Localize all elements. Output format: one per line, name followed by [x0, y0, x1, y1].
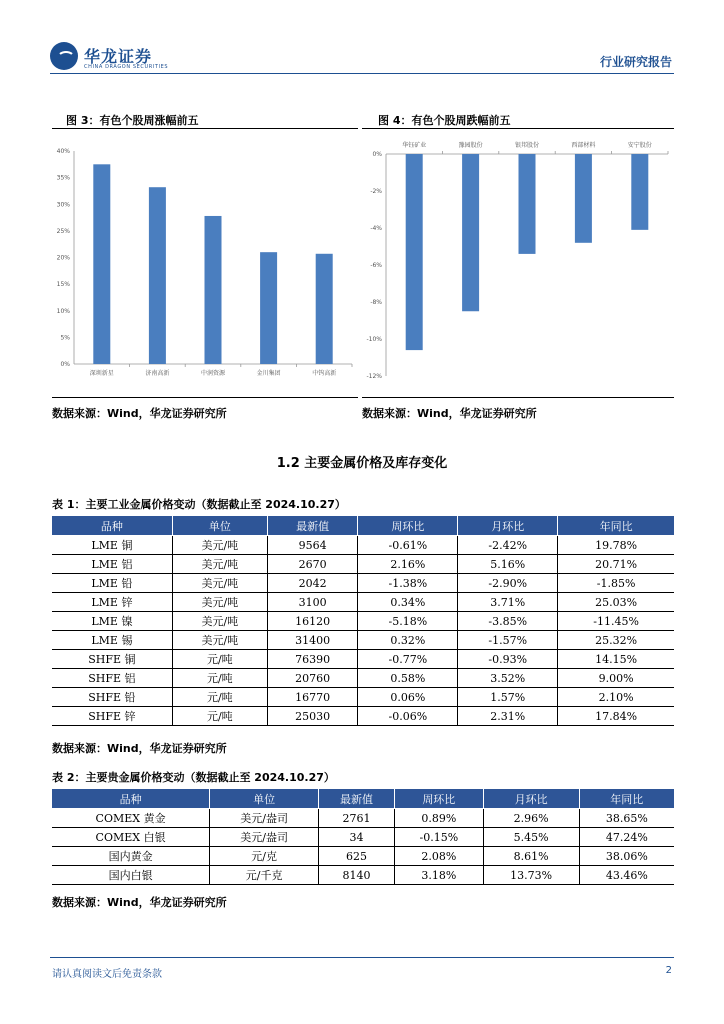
- y-tick-label: 20%: [56, 254, 70, 262]
- table2-cell: 0.89%: [395, 809, 484, 828]
- page-number: 2: [665, 965, 672, 976]
- table1-cell: LME 铝: [52, 555, 172, 574]
- table1-cell: 美元/吨: [172, 612, 267, 631]
- precious-metals-table: [52, 788, 674, 885]
- table1-caption: 表 1：主要工业金属价格变动（数据截止至 2024.10.27）: [52, 498, 346, 511]
- table1-cell: -1.57%: [458, 631, 558, 650]
- table1-header-cell: 月环比: [458, 516, 558, 536]
- table1-cell: 元/吨: [172, 688, 267, 707]
- figure3-chart: [52, 135, 358, 385]
- table1-cell: -1.38%: [358, 574, 458, 593]
- table2-cell: 元/克: [210, 847, 319, 866]
- x-tick-label: 豫园股份: [458, 142, 483, 149]
- table1-cell: 0.06%: [358, 688, 458, 707]
- table-row: [52, 650, 674, 669]
- figure3-bottom-rule: [52, 397, 358, 398]
- x-tick-label: 华钰矿业: [402, 142, 427, 149]
- table1-cell: 16770: [267, 688, 358, 707]
- table1-cell: 0.58%: [358, 669, 458, 688]
- table1-cell: 31400: [267, 631, 358, 650]
- y-tick-label: 15%: [56, 281, 70, 289]
- table1-cell: 20760: [267, 669, 358, 688]
- industrial-metals-table: [52, 515, 674, 726]
- footer-divider: [50, 957, 674, 958]
- bar: [316, 254, 333, 364]
- bar: [631, 154, 648, 230]
- table1-cell: LME 锌: [52, 593, 172, 612]
- table1-header-cell: 最新值: [267, 516, 358, 536]
- bar: [519, 154, 536, 254]
- table1-cell: 2.16%: [358, 555, 458, 574]
- header-divider: [50, 73, 674, 74]
- table1-header-cell: 单位: [172, 516, 267, 536]
- y-tick-label: 10%: [56, 307, 70, 315]
- table2-header-cell: 品种: [52, 789, 210, 809]
- table1-cell: -1.85%: [558, 574, 674, 593]
- table1-cell: 美元/吨: [172, 631, 267, 650]
- table2-cell: 5.45%: [483, 828, 579, 847]
- table1-cell: 9.00%: [558, 669, 674, 688]
- table1-cell: 1.57%: [458, 688, 558, 707]
- table1-cell: SHFE 锌: [52, 707, 172, 726]
- bar: [93, 164, 110, 364]
- y-tick-label: 30%: [56, 201, 70, 209]
- table1-cell: 25030: [267, 707, 358, 726]
- table1-cell: 25.03%: [558, 593, 674, 612]
- y-tick-label: -12%: [366, 373, 382, 380]
- bar: [462, 154, 479, 311]
- x-tick-label: 银邦股份: [514, 142, 540, 149]
- table2-header-cell: 月环比: [483, 789, 579, 809]
- bar: [575, 154, 592, 243]
- table-row: [52, 593, 674, 612]
- table2-cell: 43.46%: [579, 866, 674, 885]
- table1-cell: 3.71%: [458, 593, 558, 612]
- table1-cell: 9564: [267, 536, 358, 555]
- table2-cell: COMEX 白银: [52, 828, 210, 847]
- table1-cell: 20.71%: [558, 555, 674, 574]
- table1-cell: 16120: [267, 612, 358, 631]
- table2-header-cell: 单位: [210, 789, 319, 809]
- table1-cell: 0.32%: [358, 631, 458, 650]
- table1-cell: -0.06%: [358, 707, 458, 726]
- x-tick-label: 中钨高新: [312, 370, 337, 377]
- table2-cell: 美元/盎司: [210, 809, 319, 828]
- table1-cell: 元/吨: [172, 707, 267, 726]
- y-tick-label: -4%: [370, 225, 382, 232]
- table1-cell: 3100: [267, 593, 358, 612]
- figure3-top-rule: [52, 128, 358, 129]
- company-name-en: CHINA DRAGON SECURITIES: [84, 64, 169, 70]
- table1-cell: 2.10%: [558, 688, 674, 707]
- x-tick-label: 安宁股份: [627, 142, 652, 149]
- table2-cell: 2761: [319, 809, 395, 828]
- bar: [406, 154, 423, 350]
- x-tick-label: 济南高新: [145, 370, 170, 377]
- y-tick-label: 0%: [60, 361, 70, 368]
- table1-cell: LME 镍: [52, 612, 172, 631]
- table1-cell: -2.90%: [458, 574, 558, 593]
- table-row: [52, 555, 674, 574]
- table1-cell: -0.61%: [358, 536, 458, 555]
- table-row: [52, 612, 674, 631]
- table2-cell: 8.61%: [483, 847, 579, 866]
- company-name: 华龙证券: [84, 47, 153, 66]
- table1-cell: 2670: [267, 555, 358, 574]
- table1-cell: -5.18%: [358, 612, 458, 631]
- table2-cell: 625: [319, 847, 395, 866]
- table-row: [52, 574, 674, 593]
- table1-cell: -2.42%: [458, 536, 558, 555]
- table2-cell: -0.15%: [395, 828, 484, 847]
- table1-cell: 19.78%: [558, 536, 674, 555]
- y-tick-label: 35%: [56, 174, 70, 182]
- figure4-caption: 图 4：有色个股周跌幅前五: [378, 114, 511, 127]
- company-logo-icon: [50, 42, 78, 70]
- table1-cell: LME 铜: [52, 536, 172, 555]
- table2-cell: 美元/盎司: [210, 828, 319, 847]
- figure3-source: 数据来源：Wind，华龙证券研究所: [52, 407, 227, 420]
- table-row: [52, 688, 674, 707]
- table1-cell: SHFE 铝: [52, 669, 172, 688]
- table1-cell: SHFE 铜: [52, 650, 172, 669]
- table-row: [52, 631, 674, 650]
- figure4-top-rule: [362, 128, 674, 129]
- section-title: 1.2 主要金属价格及库存变化: [276, 456, 448, 471]
- bar: [260, 252, 277, 364]
- table-row: [52, 828, 674, 847]
- table2-header-cell: 周环比: [395, 789, 484, 809]
- table1-header-cell: 品种: [52, 516, 172, 536]
- table1-cell: SHFE 铅: [52, 688, 172, 707]
- table1-cell: LME 锡: [52, 631, 172, 650]
- table1-cell: -0.77%: [358, 650, 458, 669]
- table2-header-cell: 年同比: [579, 789, 674, 809]
- table1-cell: 元/吨: [172, 650, 267, 669]
- table1-cell: 25.32%: [558, 631, 674, 650]
- table1-cell: -11.45%: [558, 612, 674, 631]
- table2-header-cell: 最新值: [319, 789, 395, 809]
- table1-cell: 2042: [267, 574, 358, 593]
- table1-cell: 0.34%: [358, 593, 458, 612]
- table2-cell: COMEX 黄金: [52, 809, 210, 828]
- table-row: [52, 866, 674, 885]
- table-row: [52, 847, 674, 866]
- table-row: [52, 809, 674, 828]
- table2-cell: 34: [319, 828, 395, 847]
- table1-cell: 2.31%: [458, 707, 558, 726]
- x-tick-label: 中润资源: [200, 370, 226, 377]
- table1-header-cell: 周环比: [358, 516, 458, 536]
- report-type: 行业研究报告: [599, 55, 672, 69]
- figure4-bottom-rule: [362, 397, 674, 398]
- table2-cell: 2.96%: [483, 809, 579, 828]
- y-tick-label: -6%: [370, 262, 382, 269]
- table1-cell: -0.93%: [458, 650, 558, 669]
- table1-cell: 美元/吨: [172, 555, 267, 574]
- y-tick-label: 0%: [372, 151, 382, 158]
- table1-cell: 美元/吨: [172, 536, 267, 555]
- table2-cell: 8140: [319, 866, 395, 885]
- table1-cell: 5.16%: [458, 555, 558, 574]
- table1-cell: 14.15%: [558, 650, 674, 669]
- table1-header-cell: 年同比: [558, 516, 674, 536]
- y-tick-label: -10%: [366, 336, 382, 343]
- table2-cell: 13.73%: [483, 866, 579, 885]
- table2-source: 数据来源：Wind，华龙证券研究所: [52, 896, 227, 909]
- table2-cell: 国内黄金: [52, 847, 210, 866]
- table1-cell: 美元/吨: [172, 574, 267, 593]
- x-tick-label: 金川集团: [256, 370, 281, 377]
- table1-cell: 3.52%: [458, 669, 558, 688]
- y-tick-label: -8%: [370, 299, 382, 306]
- table2-cell: 元/千克: [210, 866, 319, 885]
- y-tick-label: -2%: [370, 188, 382, 195]
- bar: [149, 187, 166, 364]
- table2-cell: 国内白银: [52, 866, 210, 885]
- x-tick-label: 深圳新星: [89, 370, 114, 377]
- table1-cell: -3.85%: [458, 612, 558, 631]
- table2-caption: 表 2：主要贵金属价格变动（数据截止至 2024.10.27）: [52, 771, 335, 784]
- figure3-caption: 图 3：有色个股周涨幅前五: [66, 114, 199, 127]
- y-tick-label: 25%: [56, 227, 70, 235]
- table-row: [52, 707, 674, 726]
- table1-cell: LME 铅: [52, 574, 172, 593]
- footer-disclaimer: 请认真阅读文后免责条款: [52, 969, 162, 980]
- table1-cell: 美元/吨: [172, 593, 267, 612]
- table1-cell: 元/吨: [172, 669, 267, 688]
- y-tick-label: 5%: [60, 334, 70, 342]
- table2-cell: 3.18%: [395, 866, 484, 885]
- x-tick-label: 西部材料: [571, 142, 596, 149]
- table1-source: 数据来源：Wind，华龙证券研究所: [52, 742, 227, 755]
- y-tick-label: 40%: [56, 148, 70, 155]
- table2-cell: 2.08%: [395, 847, 484, 866]
- figure4-source: 数据来源：Wind，华龙证券研究所: [362, 407, 537, 420]
- table2-cell: 38.65%: [579, 809, 674, 828]
- table-row: [52, 669, 674, 688]
- bar: [205, 216, 222, 364]
- table-row: [52, 536, 674, 555]
- table2-cell: 38.06%: [579, 847, 674, 866]
- table2-cell: 47.24%: [579, 828, 674, 847]
- figure4-chart: [362, 135, 674, 385]
- table1-cell: 17.84%: [558, 707, 674, 726]
- table1-cell: 76390: [267, 650, 358, 669]
